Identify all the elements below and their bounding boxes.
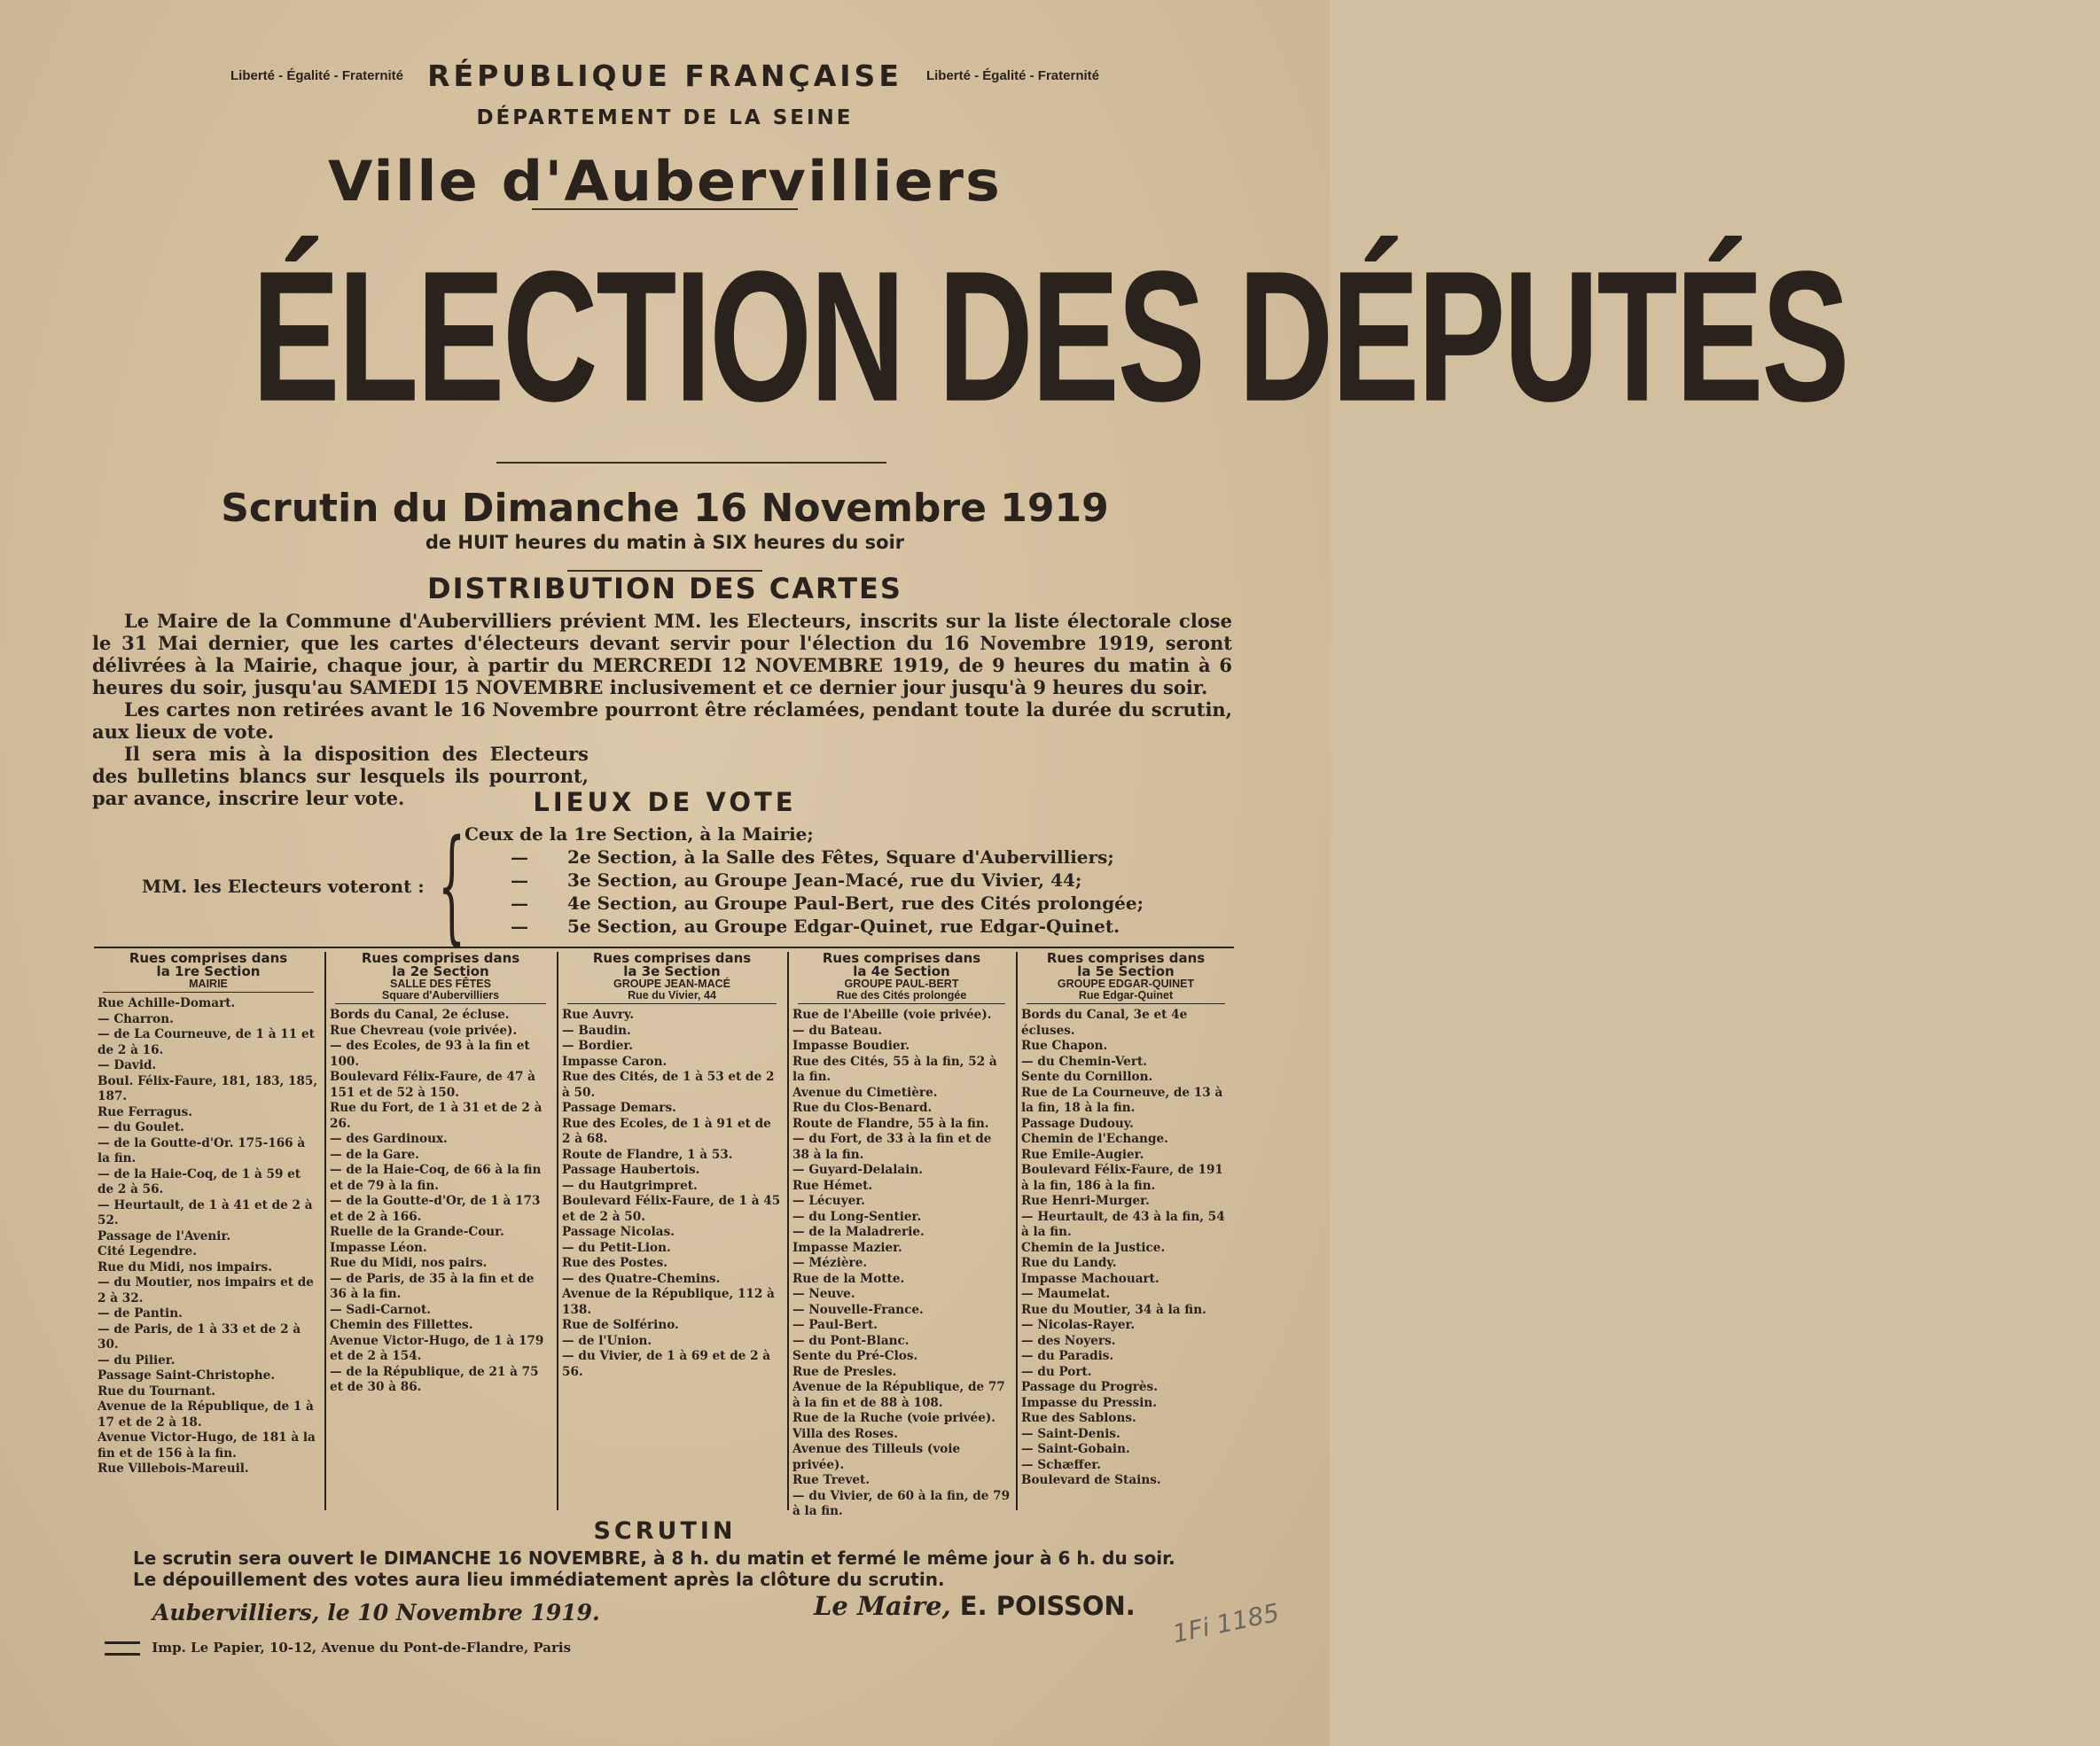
street-item: Bords du Canal, 3e et 4e écluses. (1021, 1008, 1188, 1038)
street-item: — du Vivier, de 60 à la fin, de 79 à la fin. (792, 1488, 1011, 1518)
street-item: — Schæffer. (1021, 1457, 1102, 1472)
street-item: Rue des Sablons. (1021, 1411, 1136, 1425)
department: DÉPARTEMENT DE LA SEINE (476, 106, 854, 129)
street-item: Rue des Postes. (562, 1256, 667, 1270)
street-item: Chemin des Fillettes. (330, 1318, 473, 1332)
lieu-item (464, 892, 1209, 915)
sections-table (94, 947, 1234, 1524)
street-item: Rue Emile-Augier. (1021, 1147, 1144, 1162)
street-item: — de Paris, de 35 à la fin et de 36 à la fin. (330, 1271, 535, 1301)
dash: — (511, 869, 528, 891)
republic-title: RÉPUBLIQUE FRANÇAISE (427, 58, 902, 93)
street-item: Route de Flandre, 1 à 53. (562, 1147, 733, 1162)
street-item: — du Long-Sentier. (792, 1209, 922, 1224)
street-item: — du Paradis. (1021, 1349, 1114, 1363)
distribution-paragraph: Le Maire de la Commune d'Aubervilliers prévient MM. les Electeurs, inscrits sur la liste électorale close le 31 Mai dernier, que les cartes d'électeurs devant servir pour l'élection du 16 Novembre 1919, seront délivrées à la Mairie, chaque jour, à partir du MERCREDI 12 NOVEMBRE 1919, de 9 heures du matin à 6 heures du soir, jusqu'au SAMEDI 15 NOVEMBRE inclusivement et ce dernier jour jusqu'à 9 heures du soir. (92, 610, 1232, 698)
motto-left: Liberté - Égalité - Fraternité (230, 68, 404, 83)
scrutin-text (133, 1547, 1241, 1590)
lieu-item (464, 846, 1209, 869)
section-name: la 4e Section (853, 963, 950, 979)
section-underline (798, 1003, 1005, 1004)
archive-reference: 1Fi 1185 (1169, 1597, 1282, 1649)
mayor-prefix: Le Maire, (814, 1591, 951, 1621)
voters-label: MM. les Electeurs voteront : (142, 876, 425, 897)
street-item: Chemin de la Justice. (1021, 1240, 1166, 1255)
street-item: — Bordier. (562, 1039, 634, 1053)
dash: — (511, 846, 528, 868)
street-item: Rue de la Ruche (voie privée). (792, 1411, 996, 1425)
voting-hours: de HUIT heures du matin à SIX heures du soir (425, 532, 905, 553)
street-item: — des Quatre-Chemins. (562, 1271, 721, 1286)
street-item: — du Hautgrimpret. (562, 1178, 698, 1193)
brace: { (438, 814, 466, 958)
street-item: Boulevard Félix-Faure, de 191 à la fin, 186 à la fin. (1021, 1163, 1223, 1193)
lieu-text: 2e Section, à la Salle des Fêtes, Square d'Aubervilliers; (567, 846, 1114, 868)
street-item: Impasse Mazier. (792, 1240, 902, 1255)
street-item: — Nouvelle-France. (792, 1302, 924, 1317)
street-item: — de la Haie-Coq, de 1 à 59 et de 2 à 56. (98, 1166, 301, 1196)
street-item: Rue du Moutier, 34 à la fin. (1021, 1302, 1206, 1317)
street-item: — du Fort, de 33 à la fin et de 38 à la fin. (792, 1132, 992, 1162)
section-name: la 5e Section (1077, 963, 1175, 979)
street-item: Rue du Fort, de 1 à 31 et de 2 à 26. (330, 1101, 543, 1131)
street-item: Rue du Tournant. (98, 1384, 215, 1399)
street-item: — de la Goutte-d'Or, de 1 à 173 et de 2 à 166. (330, 1194, 541, 1224)
dash: — (511, 892, 528, 914)
street-item: Impasse Caron. (562, 1054, 667, 1069)
street-item: Rue de la Motte. (792, 1271, 905, 1286)
section-name: la 3e Section (623, 963, 721, 979)
lieu-text: 4e Section, au Groupe Paul-Bert, rue des Cités prolongée; (567, 892, 1144, 914)
street-item: Passage du Progrès. (1021, 1380, 1158, 1394)
street-item: Ruelle de la Grande-Cour. (330, 1225, 504, 1239)
street-item: Boulevard de Stains. (1021, 1473, 1161, 1487)
section-location: SALLE DES FÊTES (390, 978, 491, 990)
street-item: Bords du Canal, 2e écluse. (330, 1008, 510, 1022)
section-name: la 2e Section (392, 963, 489, 979)
section-underline (1027, 1003, 1225, 1004)
dash: — (511, 916, 528, 937)
street-item: Rue Trevet. (792, 1473, 870, 1487)
street-item: Avenue Victor-Hugo, de 1 à 179 et de 2 à 154. (330, 1333, 544, 1363)
street-item: — Heurtault, de 43 à la fin, 54 à la fin. (1021, 1209, 1225, 1239)
street-item: Route de Flandre, 55 à la fin. (792, 1116, 989, 1131)
street-item: Avenue de la République, de 77 à la fin et de 88 à 108. (792, 1380, 1005, 1410)
street-item: Rue de La Courneuve, de 13 à la fin, 18 à la fin. (1021, 1085, 1223, 1115)
distribution-paragraph: Il sera mis à la disposition des Electeurs des bulletins blancs sur lesquels ils pourront, par avance, inscrire leur vote. (92, 743, 589, 809)
street-item: Rue du Midi, nos pairs. (330, 1256, 488, 1270)
street-item: Rue Achille-Domart. (98, 996, 236, 1010)
scrutin-line: Le scrutin sera ouvert le DIMANCHE 16 NOVEMBRE, à 8 h. du matin et fermé le même jour à 6 h. du soir. (133, 1547, 1175, 1569)
section-heading: Rues comprises dans (361, 950, 520, 966)
street-item: — Neuve. (792, 1287, 855, 1301)
street-item: Sente du Pré-Clos. (792, 1349, 918, 1363)
street-item: Rue du Clos-Benard. (792, 1101, 933, 1115)
street-item: — du Moutier, nos impairs et de 2 à 32. (98, 1275, 314, 1306)
section-heading: Rues comprises dans (822, 950, 981, 966)
street-item: Avenue de la République, de 1 à 17 et de 2 à 18. (98, 1399, 314, 1430)
street-item: Avenue du Cimetière. (792, 1085, 938, 1100)
street-item: Rue de Solférino. (562, 1318, 679, 1332)
street-item: — Mézière. (792, 1256, 868, 1270)
divider (532, 208, 798, 210)
city-title: Ville d'Aubervilliers (328, 149, 1002, 214)
street-item: Cité Legendre. (98, 1244, 197, 1259)
election-title-text: ÉLECTION DES DÉPUTÉS (252, 232, 1848, 440)
motto-right: Liberté - Égalité - Fraternité (925, 68, 1099, 83)
street-item: Chemin de l'Echange. (1021, 1132, 1168, 1146)
section-heading: Rues comprises dans (592, 950, 752, 966)
street-item: — David. (98, 1058, 157, 1072)
street-item: — du Chemin-Vert. (1021, 1054, 1148, 1069)
lieux-list (464, 822, 1209, 938)
street-item: — des Noyers. (1021, 1333, 1116, 1348)
street-item: — Paul-Bert. (792, 1318, 878, 1332)
street-item: — Saint-Denis. (1021, 1426, 1120, 1441)
street-item: Impasse Boudier. (792, 1039, 910, 1053)
street-item: Avenue des Tilleuls (voie privée). (792, 1442, 961, 1472)
printer-mark-icon (105, 1641, 140, 1656)
street-item: — Sadi-Carnot. (330, 1302, 432, 1317)
section-location: MAIRIE (189, 978, 228, 990)
street-item: Rue Chapon. (1021, 1039, 1108, 1053)
lieu-text: 3e Section, au Groupe Jean-Macé, rue du Vivier, 44; (567, 869, 1082, 891)
section-location: GROUPE JEAN-MACÉ (613, 978, 730, 990)
street-item: — Nicolas-Rayer. (1021, 1318, 1136, 1332)
section-underline (335, 1003, 546, 1004)
street-item: Rue de l'Abeille (voie privée). (792, 1008, 992, 1022)
street-item: Rue Chevreau (voie privée). (330, 1023, 518, 1038)
street-item: Rue Ferragus. (98, 1104, 193, 1119)
street-item: — Maumelat. (1021, 1287, 1111, 1301)
election-title (0, 222, 1848, 461)
street-item: — de La Courneuve, de 1 à 11 et de 2 à 16. (98, 1027, 315, 1057)
section-column (558, 952, 785, 1519)
street-item: — de Paris, de 1 à 33 et de 2 à 30. (98, 1321, 301, 1352)
street-item: Passage de l'Avenir. (98, 1228, 231, 1243)
mayor-name: E. POISSON. (959, 1591, 1136, 1621)
section-column (1018, 952, 1234, 1519)
scrutin-date: Scrutin du Dimanche 16 Novembre 1919 (221, 486, 1109, 531)
street-item: Impasse du Pressin. (1021, 1395, 1157, 1410)
lieux-title: LIEUX DE VOTE (533, 787, 797, 817)
street-item: Boulevard Félix-Faure, de 47 à 151 et de 52 à 150. (330, 1070, 535, 1100)
street-item: — Saint-Gobain. (1021, 1442, 1130, 1456)
street-list (792, 1008, 1011, 1520)
section-underline (567, 1003, 777, 1004)
street-item: — Lécuyer. (792, 1194, 865, 1208)
street-item: Passage Dudouy. (1021, 1116, 1134, 1131)
street-item: Boulevard Félix-Faure, de 1 à 45 et de 2 à 50. (562, 1194, 781, 1224)
section-location: Rue des Cités prolongée (836, 989, 967, 1002)
section-location: GROUPE PAUL-BERT (844, 978, 959, 990)
street-item: Rue du Midi, nos impairs. (98, 1259, 272, 1274)
street-list (1021, 1008, 1230, 1489)
street-item: — Guyard-Delalain. (792, 1163, 923, 1177)
street-item: Sente du Cornillon. (1021, 1070, 1153, 1084)
section-location: GROUPE EDGAR-QUINET (1057, 978, 1195, 990)
imprint (105, 1640, 571, 1656)
distribution-paragraph: Les cartes non retirées avant le 16 Novembre pourront être réclamées, pendant toute la durée du scrutin, aux lieux de vote. (92, 698, 1232, 743)
lieu-item (464, 869, 1209, 892)
street-item: — Heurtault, de 1 à 41 et de 2 à 52. (98, 1197, 313, 1228)
street-item: Avenue de la République, 112 à 138. (562, 1287, 775, 1317)
street-item: — de Pantin. (98, 1306, 183, 1321)
street-item: Passage Demars. (562, 1101, 676, 1115)
street-item: — Baudin. (562, 1023, 631, 1038)
street-item: — du Goulet. (98, 1120, 184, 1134)
section-column (326, 952, 555, 1519)
street-item: — de l'Union. (562, 1333, 652, 1348)
street-item: Rue Auvry. (562, 1008, 635, 1022)
section-location: Rue Edgar-Quinet (1078, 989, 1174, 1002)
street-item: — du Vivier, de 1 à 69 et de 2 à 56. (562, 1349, 771, 1379)
divider (496, 462, 886, 464)
street-item: Rue du Landy. (1021, 1256, 1117, 1270)
street-item: — du Pont-Blanc. (792, 1333, 909, 1348)
street-item: Villa des Roses. (792, 1426, 898, 1441)
street-item: — Charron. (98, 1011, 174, 1026)
street-list (562, 1008, 782, 1380)
lieu-item: Ceux de la 1re Section, à la Mairie; (464, 823, 814, 845)
street-item: — des Gardinoux. (330, 1132, 448, 1146)
street-item: — du Pilier. (98, 1352, 176, 1368)
street-item: — de la République, de 21 à 75 et de 30 à 86. (330, 1364, 539, 1394)
street-item: Impasse Léon. (330, 1240, 427, 1255)
section-column (94, 952, 323, 1519)
section-column (789, 952, 1014, 1519)
street-item: Passage Haubertois. (562, 1163, 700, 1177)
distribution-title: DISTRIBUTION DES CARTES (427, 572, 902, 605)
street-item: Boul. Félix-Faure, 181, 183, 185, 187. (98, 1073, 318, 1103)
street-item: Rue Villebois-Mareuil. (98, 1461, 249, 1476)
street-item: — de la Gare. (330, 1147, 419, 1162)
street-list (98, 996, 319, 1477)
distribution-text (92, 610, 1232, 809)
section-underline (103, 992, 314, 993)
lieu-item (464, 915, 1209, 938)
street-item: — du Petit-Lion. (562, 1240, 671, 1255)
street-item: Rue des Cités, de 1 à 53 et de 2 à 50. (562, 1070, 775, 1100)
scrutin-title: SCRUTIN (593, 1517, 737, 1545)
imprint-text: Imp. Le Papier, 10-12, Avenue du Pont-de-Flandre, Paris (152, 1640, 572, 1656)
street-item: — de la Goutte-d'Or. 175-166 à la fin. (98, 1135, 306, 1165)
street-item: — de la Maladrerie. (792, 1225, 925, 1239)
mayor-signature (814, 1591, 1136, 1621)
street-item: Rue des Ecoles, de 1 à 91 et de 2 à 68. (562, 1116, 771, 1146)
street-item: Rue Hémet. (792, 1178, 873, 1193)
street-item: — du Port. (1021, 1364, 1092, 1379)
place-date: Aubervilliers, le 10 Novembre 1919. (152, 1600, 600, 1625)
street-item: Rue Henri-Murger. (1021, 1194, 1150, 1208)
section-heading: Rues comprises dans (129, 950, 288, 966)
scrutin-line: Le dépouillement des votes aura lieu immédiatement après la clôture du scrutin. (133, 1569, 945, 1590)
lieu-text: 5e Section, au Groupe Edgar-Quinet, rue Edgar-Quinet. (567, 916, 1120, 937)
street-item: Passage Saint-Christophe. (98, 1368, 276, 1383)
section-location: Rue du Vivier, 44 (628, 989, 716, 1002)
header-row (0, 58, 1330, 93)
street-item: — de la Haie-Coq, de 66 à la fin et de 79 à la fin. (330, 1163, 542, 1193)
street-list (330, 1008, 551, 1396)
street-item: Rue de Presles. (792, 1364, 897, 1379)
street-item: Rue des Cités, 55 à la fin, 52 à la fin. (792, 1054, 997, 1084)
section-heading: Rues comprises dans (1046, 950, 1206, 966)
section-location: Square d'Aubervilliers (381, 989, 500, 1002)
street-item: — du Bateau. (792, 1023, 883, 1038)
street-item: Passage Nicolas. (562, 1225, 675, 1239)
section-name: la 1re Section (156, 963, 261, 979)
street-item: — des Ecoles, de 93 à la fin et 100. (330, 1039, 530, 1069)
street-item: Avenue Victor-Hugo, de 181 à la fin et de 156 à la fin. (98, 1430, 316, 1461)
street-item: Impasse Machouart. (1021, 1271, 1159, 1286)
